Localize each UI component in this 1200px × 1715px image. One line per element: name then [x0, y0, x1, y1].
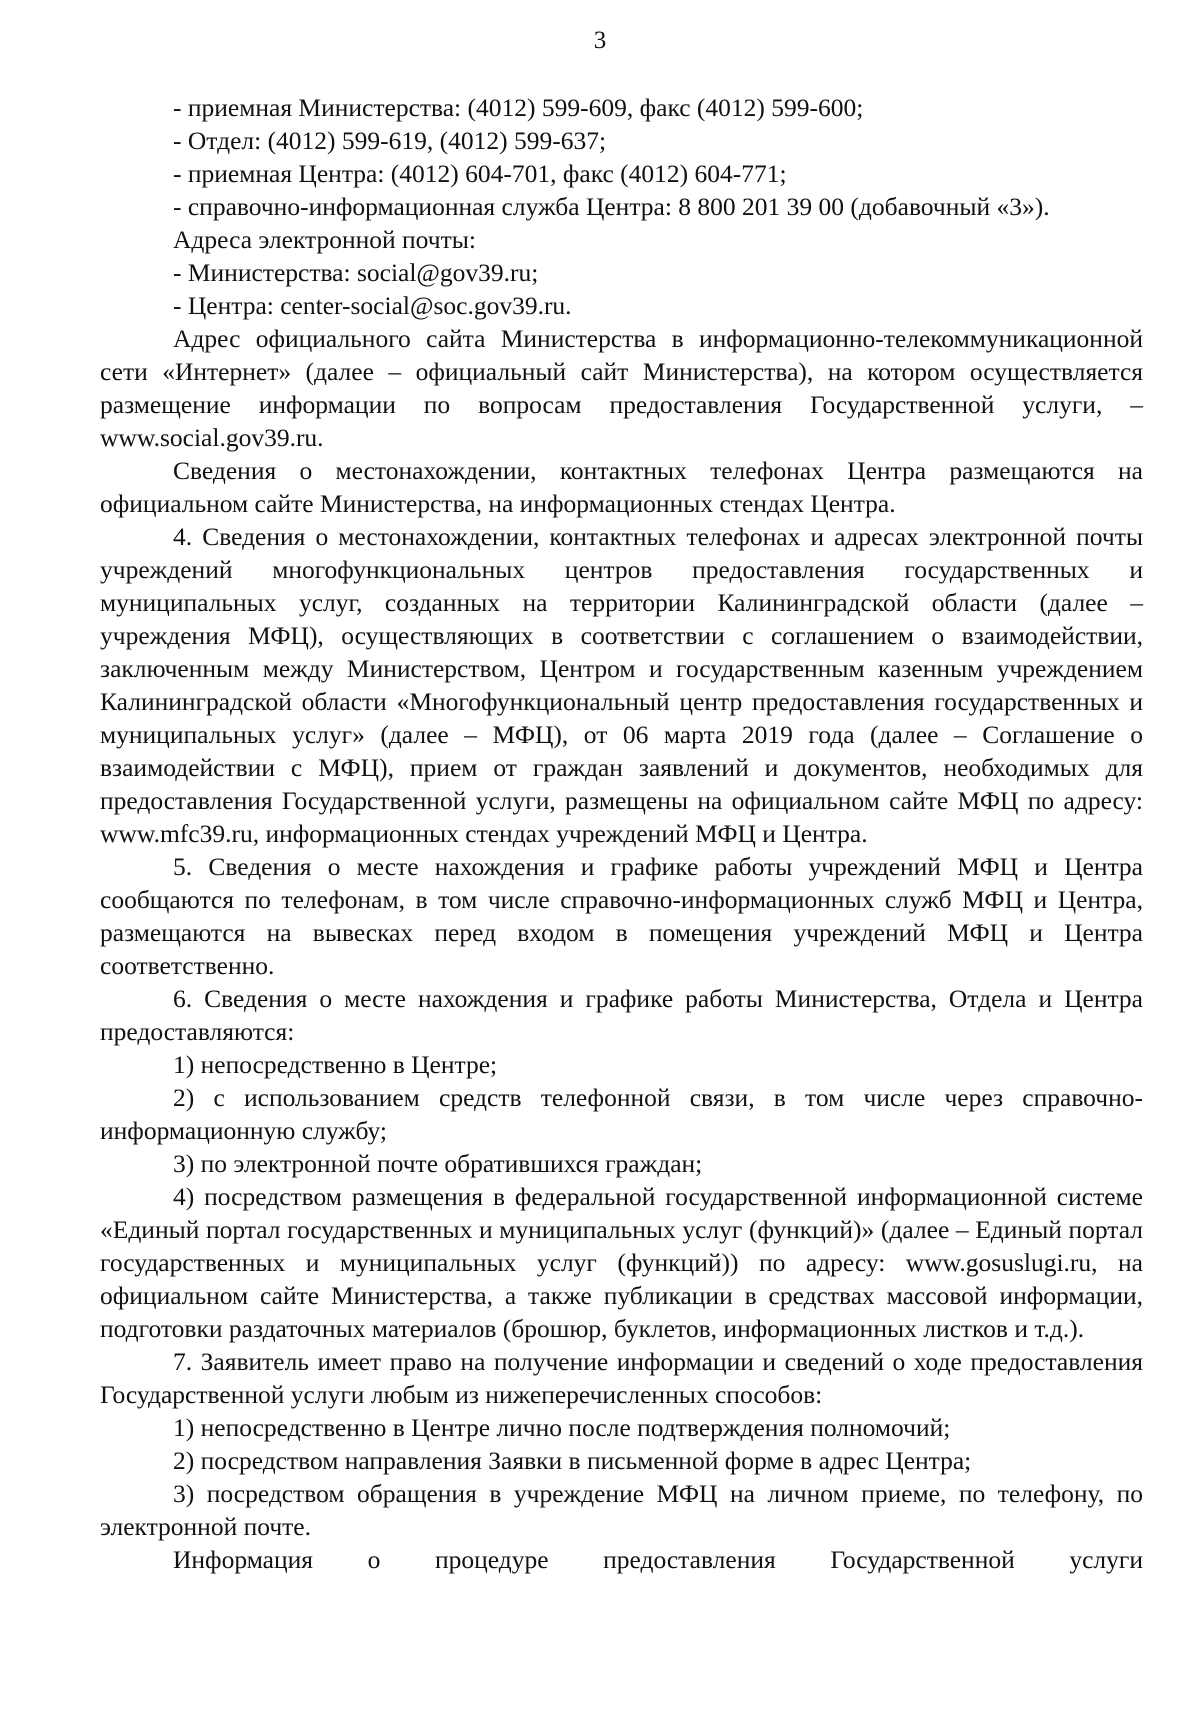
paragraph-final: Информация о процедуре предоставления Государственной услуги	[173, 1545, 1143, 1574]
list-item-7-1: 1) непосредственно в Центре лично после подтверждения полномочий;	[173, 1413, 951, 1442]
list-item-6-3: 3) по электронной почте обратившихся граждан;	[173, 1149, 703, 1178]
email-heading: Адреса электронной почты:	[173, 225, 476, 254]
phone-department: - Отдел: (4012) 599-619, (4012) 599-637;	[173, 126, 607, 155]
paragraph-website: Адрес официального сайта Министерства в информационно-телекоммуникационной сети «Интернет» (далее – официальный сайт Министерства), на котором осуществляется размещение информации по вопросам предоставления Государственной услуги, – www.social.gov39.ru.	[100, 324, 1143, 452]
list-item-6-2: 2) с использованием средств телефонной связи, в том числе через справочно-информационную службу;	[100, 1083, 1143, 1145]
paragraph-item-4: 4. Сведения о местонахождении, контактных телефонах и адресах электронной почты учреждений многофункциональных центров предоставления государственных и муниципальных услуг, созданных на территории Калининградской области (далее – учреждения МФЦ), осуществляющих в соответствии с соглашением о взаимодействии, заключенным между Министерством, Центром и государственным казенным учреждением Калининградской области «Многофункциональный центр предоставления государственных и муниципальных услуг» (далее – МФЦ), от 06 марта 2019 года (далее – Соглашение о взаимодействии с МФЦ), прием от граждан заявлений и документов, необходимых для предоставления Государственной услуги, размещены на официальном сайте МФЦ по адресу: www.mfc39.ru, информационных стендах учреждений МФЦ и Центра.	[100, 522, 1143, 848]
phone-center-reception: - приемная Центра: (4012) 604-701, факс (4012) 604-771;	[173, 159, 787, 188]
paragraph-item-5: 5. Сведения о месте нахождения и графике работы учреждений МФЦ и Центра сообщаются по телефонам, в том числе справочно-информационных служб МФЦ и Центра, размещаются на вывесках перед входом в помещения учреждений МФЦ и Центра соответственно.	[100, 852, 1143, 980]
phone-ministry-reception: - приемная Министерства: (4012) 599-609, факс (4012) 599-600;	[173, 93, 864, 122]
email-center: - Центра: center-social@soc.gov39.ru.	[173, 291, 572, 320]
list-item-6-4: 4) посредством размещения в федеральной государственной информационной системе «Единый портал государственных и муниципальных услуг (функций)» (далее – Единый портал государственных и муниципальных услуг (функций)) по адресу: www.gosuslugi.ru, на официальном сайте Министерства, а также публикации в средствах массовой информации, подготовки раздаточных материалов (брошюр, буклетов, информационных листков и т.д.).	[100, 1182, 1143, 1343]
email-ministry: - Министерства: social@gov39.ru;	[173, 258, 539, 287]
paragraph-center-info: Сведения о местонахождении, контактных телефонах Центра размещаются на официальном сайте Министерства, на информационных стендах Центра.	[100, 456, 1143, 518]
page-number: 3	[593, 27, 607, 54]
phone-center-helpline: - справочно-информационная служба Центра: 8 800 201 39 00 (добавочный «3»).	[173, 192, 1050, 221]
list-item-7-3: 3) посредством обращения в учреждение МФЦ на личном приеме, по телефону, по электронной почте.	[100, 1479, 1143, 1541]
list-item-6-1: 1) непосредственно в Центре;	[173, 1050, 498, 1079]
paragraph-item-7: 7. Заявитель имеет право на получение информации и сведений о ходе предоставления Государственной услуги любым из нижеперечисленных способов:	[100, 1347, 1143, 1409]
paragraph-item-6: 6. Сведения о месте нахождения и графике работы Министерства, Отдела и Центра предоставляются:	[100, 984, 1143, 1046]
document-body	[100, 91, 1143, 1576]
list-item-7-2: 2) посредством направления Заявки в письменной форме в адрес Центра;	[173, 1446, 972, 1475]
